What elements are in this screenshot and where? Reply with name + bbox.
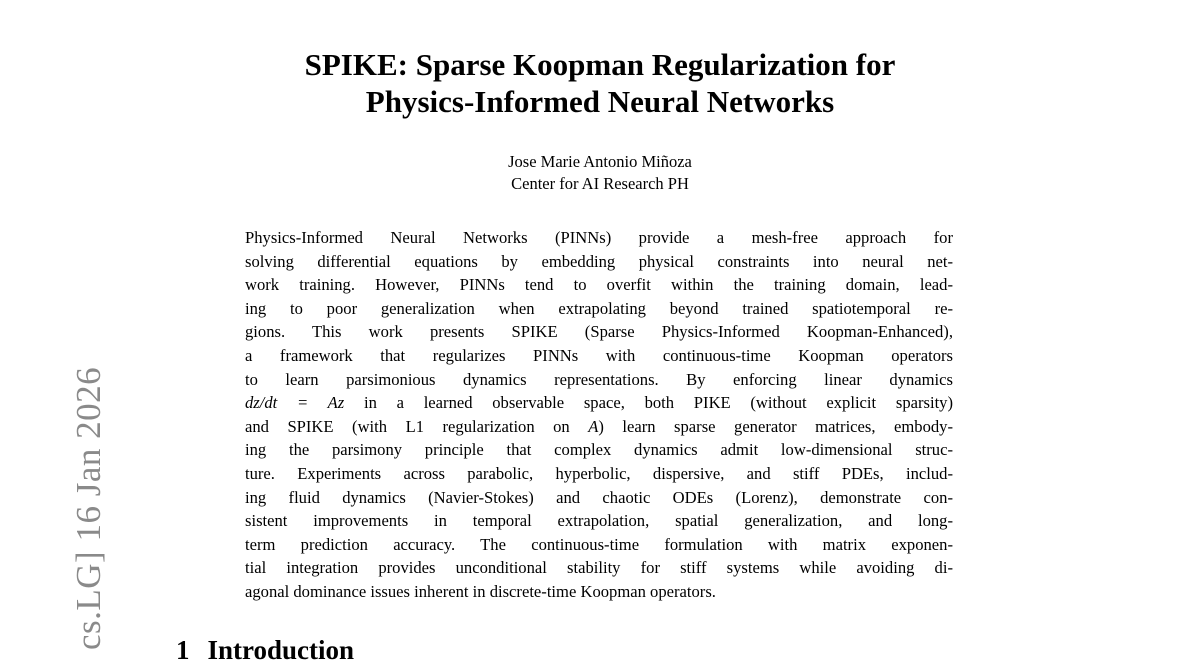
abstract-line: ture. Experiments across parabolic, hyperbolic, dispersive, and stiff PDEs, includ-	[245, 463, 953, 483]
abstract-line: agonal dominance issues inherent in discrete-time Koopman operators.	[245, 581, 716, 601]
title-line-1: SPIKE: Sparse Koopman Regularization for	[304, 47, 896, 82]
paper-title	[200, 46, 1000, 120]
section-number: 1	[176, 635, 190, 665]
abstract-line: solving differential equations by embedding physical constraints into neural net-	[245, 251, 953, 271]
abstract-equation: dz/dt = Az	[245, 393, 345, 413]
abstract-line: gions. This work presents SPIKE (Sparse Physics-Informed Koopman-Enhanced),	[245, 322, 953, 342]
abstract-line: ing the parsimony principle that complex dynamics admit low-dimensional struc-	[245, 440, 953, 460]
abstract-line: ing to poor generalization when extrapolating beyond trained spatiotemporal re-	[245, 298, 953, 318]
section-title: Introduction	[207, 635, 355, 665]
author-name: Jose Marie Antonio Miñoza	[508, 152, 692, 171]
abstract-line-text: ) learn sparse generator matrices, embody-	[598, 416, 953, 436]
abstract-line: ing fluid dynamics (Navier-Stokes) and chaotic ODEs (Lorenz), demonstrate con-	[245, 487, 953, 507]
author-block	[300, 151, 900, 195]
abstract-line: tial integration provides unconditional stability for stiff systems while avoiding di-	[245, 558, 953, 578]
abstract-line-text: in a learned observable space, both PIKE (without explicit sparsity)	[363, 393, 954, 413]
abstract-line: term prediction accuracy. The continuous-time formulation with matrix exponen-	[245, 534, 953, 554]
abstract-line-text: and SPIKE (with L1 regularization on	[245, 416, 589, 436]
abstract	[245, 226, 953, 604]
abstract-line: sistent improvements in temporal extrapolation, spatial generalization, and long-	[245, 511, 953, 531]
section-heading	[176, 634, 354, 666]
author-affiliation: Center for AI Research PH	[511, 174, 689, 193]
abstract-line: work training. However, PINNs tend to overfit within the training domain, lead-	[245, 275, 953, 295]
title-line-2: Physics-Informed Neural Networks	[365, 84, 835, 119]
abstract-line-with-matrix	[245, 415, 953, 439]
arxiv-side-stamp: cs.LG] 16 Jan 2026	[69, 366, 108, 650]
abstract-line: a framework that regularizes PINNs with continuous-time Koopman operators	[245, 345, 953, 365]
abstract-line-with-equation	[245, 391, 953, 415]
abstract-line: Physics-Informed Neural Networks (PINNs) provide a mesh-free approach for	[245, 228, 953, 247]
abstract-matrix-symbol: A	[588, 416, 599, 436]
abstract-line: to learn parsimonious dynamics representations. By enforcing linear dynamics	[245, 369, 953, 389]
